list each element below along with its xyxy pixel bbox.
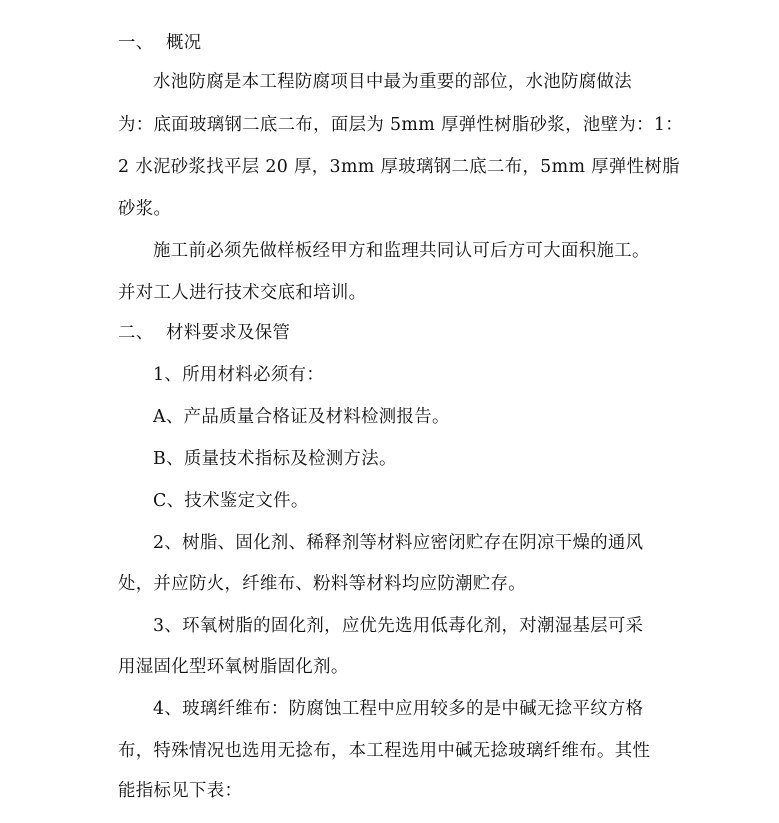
list-item: B、质量技术指标及检测方法。 xyxy=(153,449,397,469)
paragraph-line: 并对工人进行技术交底和培训。 xyxy=(118,283,367,303)
paragraph-line: 处，并应防火，纤维布、粉料等材料均应防潮贮存。 xyxy=(118,574,527,594)
section-2-heading xyxy=(118,318,678,348)
paragraph-line: 施工前必须先做样板经甲方和监理共同认可后方可大面积施工。 xyxy=(153,241,650,261)
list-item: 4、玻璃纤维布：防腐蚀工程中应用较多的是中碱无捻平纹方格 xyxy=(153,699,644,719)
paragraph-line: 为：底面玻璃钢二底二布，面层为 5mm 厚弹性树脂砂浆，池壁为：1： xyxy=(118,115,684,135)
paragraph-line: 水池防腐是本工程防腐项目中最为重要的部位，水池防腐做法 xyxy=(153,72,632,92)
paragraph-line: 布，特殊情况也选用无捻布，本工程选用中碱无捻玻璃纤维布。其性 xyxy=(118,741,651,761)
section-1-number: 一、 xyxy=(118,33,154,53)
paragraph-line: 能指标见下表： xyxy=(118,781,243,801)
section-1-heading xyxy=(118,28,678,58)
list-item: A、产品质量合格证及材料检测报告。 xyxy=(153,407,450,427)
section-2-title: 材料要求及保管 xyxy=(166,323,291,343)
list-item: 1、所用材料必须有： xyxy=(153,365,325,385)
paragraph-line: 2 水泥砂浆找平层 20 厚，3mm 厚玻璃钢二底二布，5mm 厚弹性树脂 xyxy=(118,157,680,177)
list-item: 3、环氧树脂的固化剂，应优先选用低毒化剂，对潮湿基层可采 xyxy=(153,616,644,636)
paragraph-line: 砂浆。 xyxy=(118,199,172,219)
paragraph-line: 用湿固化型环氧树脂固化剂。 xyxy=(118,657,349,677)
list-item: 2、树脂、固化剂、稀释剂等材料应密闭贮存在阴凉干燥的通风 xyxy=(153,533,644,553)
section-1-title: 概况 xyxy=(166,33,202,53)
section-2-number: 二、 xyxy=(118,323,154,343)
list-item: C、技术鉴定文件。 xyxy=(153,491,309,511)
